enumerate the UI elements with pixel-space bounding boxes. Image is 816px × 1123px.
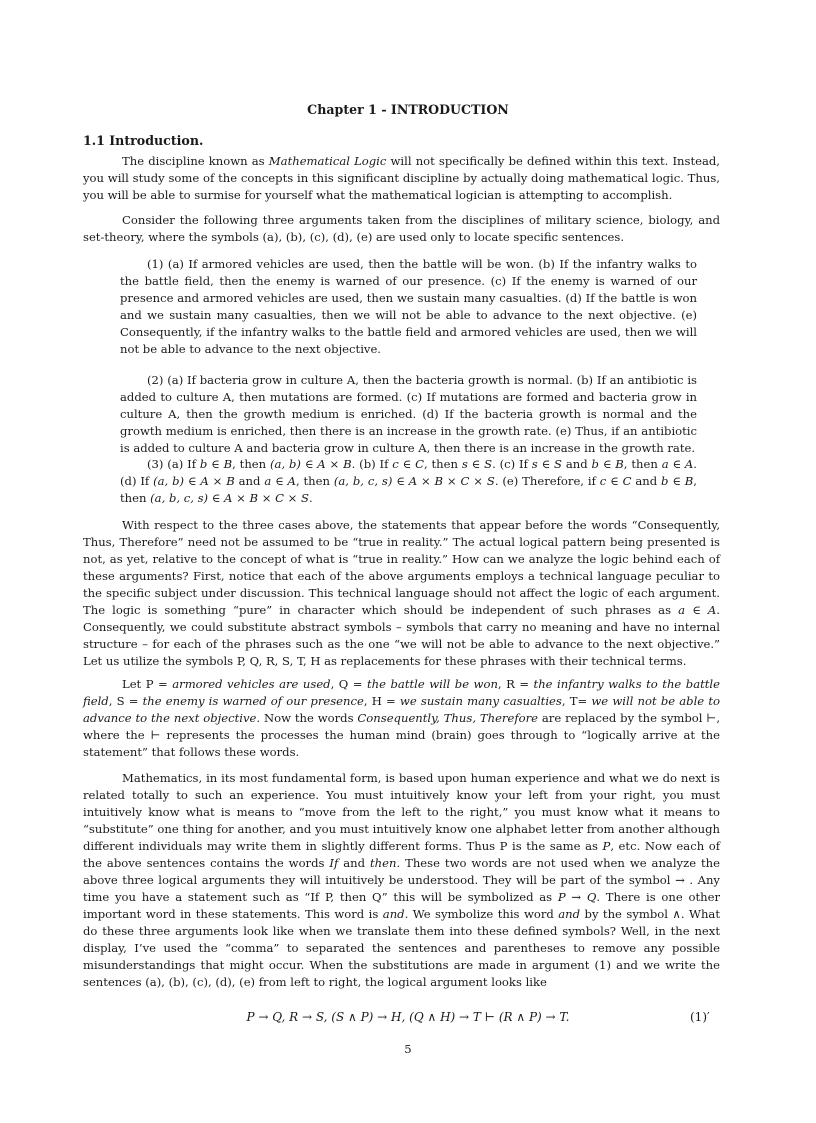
argument-1-military: (1) (a) If armored vehicles are used, then the battle will be won. (b) If the infantry walks to the battle field, then the enemy is warned of our presence. (c) If the enemy is warned of our presence and armored vehicles are used, then we sustain many casualties. (d) If the battle is won and we sustain many casualties, then we will not be able to advance to the next objective. (e) Consequently, if the infantry walks to the battle field and armored vehicles are used, then we will not be able to advance to the next objective. — [120, 257, 697, 356]
page-number: 5 — [404, 1042, 412, 1056]
arguments-intro-paragraph: Consider the following three arguments taken from the disciplines of military science, biology, and set-theory, where the symbols (a), (b), (c), (d), (e) are used only to locate specific sentences. — [83, 213, 720, 244]
equation-number: (1)′ — [690, 1010, 710, 1024]
chapter-title: Chapter 1 - INTRODUCTION — [307, 102, 509, 117]
mathematics-paragraph: Mathematics, in its most fundamental form, is based upon human experience and what we do next is related totally to such an experience. You must intuitively know your left from your right, you must intuitively know what is means to “move from the left to the right,” you must know what it means to “substitute” one thing for another, and you must intuitively know one alphabet letter from another although different individuals may write them in slightly different forms. Thus P is the same as P, etc. Now each of the above sentences contains the words If and then. These two words are not used when we analyze the above three logical arguments they will intuitively be understood. They will be part of the symbol → . Any time you have a statement such as “If P, then Q” this will be symbolized as P → Q. There is one other important word in these statements. This word is and. We symbolize this word and by the symbol ∧. What do these three arguments look like when we translate them into these defined symbols? Well, in the next display, I’ve used the “comma” to separated the sentences and parentheses to remove any possible misunderstandings that might occur. When the substitutions are made in argument (1) and we write the sentences (a), (b), (c), (d), (e) from left to right, the logical argument looks like — [83, 771, 721, 989]
argument-2-biology: (2) (a) If bacteria grow in culture A, then the bacteria growth is normal. (b) If an antibiotic is added to culture A, then mutations are formed. (c) If mutations are formed and bacteria grow in culture A, then the growth medium is enriched. (d) If the bacteria growth is normal and the growth medium is enriched, then there is an increase in the growth rate. (e) Thus, if an antibiotic is added to culture A and bacteria grow in culture A, then there is an increase in the growth rate. — [120, 373, 697, 455]
analysis-paragraph: With respect to the three cases above, the statements that appear before the words “Consequently, Thus, Therefore” need not be assumed to be “true in reality.” The actual logical pattern being presented is not, as yet, relative to the concept of what is “true in reality.” How can we analyze the logic behind each of these arguments? First, notice that each of the above arguments employs a technical language peculiar to the specific subject under discussion. This technical language should not affect the logic of each argument. The logic is something “pure” in character which should be independent of such phrases as a ∈ A. Consequently, we could substitute abstract symbols – symbols that carry no meaning and have no internal structure – for each of the phrases such as the one “we will not be able to advance to the next objective.” Let us utilize the symbols P, Q, R, S, T, H as replacements for these phrases with their technical terms. — [83, 518, 720, 668]
argument-3-set-theory: (3) (a) If b ∈ B, then (a, b) ∈ A × B. (b) If c ∈ C, then s ∈ S. (c) If s ∈ S and b ∈ B, then a ∈ A. (d) If (a, b) ∈ A × B and a ∈ A, then (a, b, c, s) ∈ A × B × C × S. (e) Therefore, if c ∈ C and b ∈ B, then (a, b, c, s) ∈ A × B × C × S. — [120, 457, 697, 505]
section-title: 1.1 Introduction. — [83, 133, 204, 148]
display-formula: P → Q, R → S, (S ∧ P) → H, (Q ∧ H) → T ⊢ (R ∧ P) → T. — [246, 1010, 570, 1024]
intro-paragraph: The discipline known as Mathematical Logic will not specifically be defined within this text. Instead, you will study some of the concepts in this significant discipline by actually doing mathematical logic. Thus, you will be able to surmise for yourself what the mathematical logician is attempting to accomplish. — [83, 154, 720, 202]
symbol-definitions-paragraph: Let P = armored vehicles are used, Q = the battle will be won, R = the infantry walks to the battle field, S = the enemy is warned of our presence, H = we sustain many casualties, T= we will not be able to advance to the next objective. Now the words Consequently, Thus, Therefore are replaced by the symbol ⊢, where the ⊢ represents the processes the human mind (brain) goes through to “logically arrive at the statement” that follows these words. — [83, 677, 720, 759]
